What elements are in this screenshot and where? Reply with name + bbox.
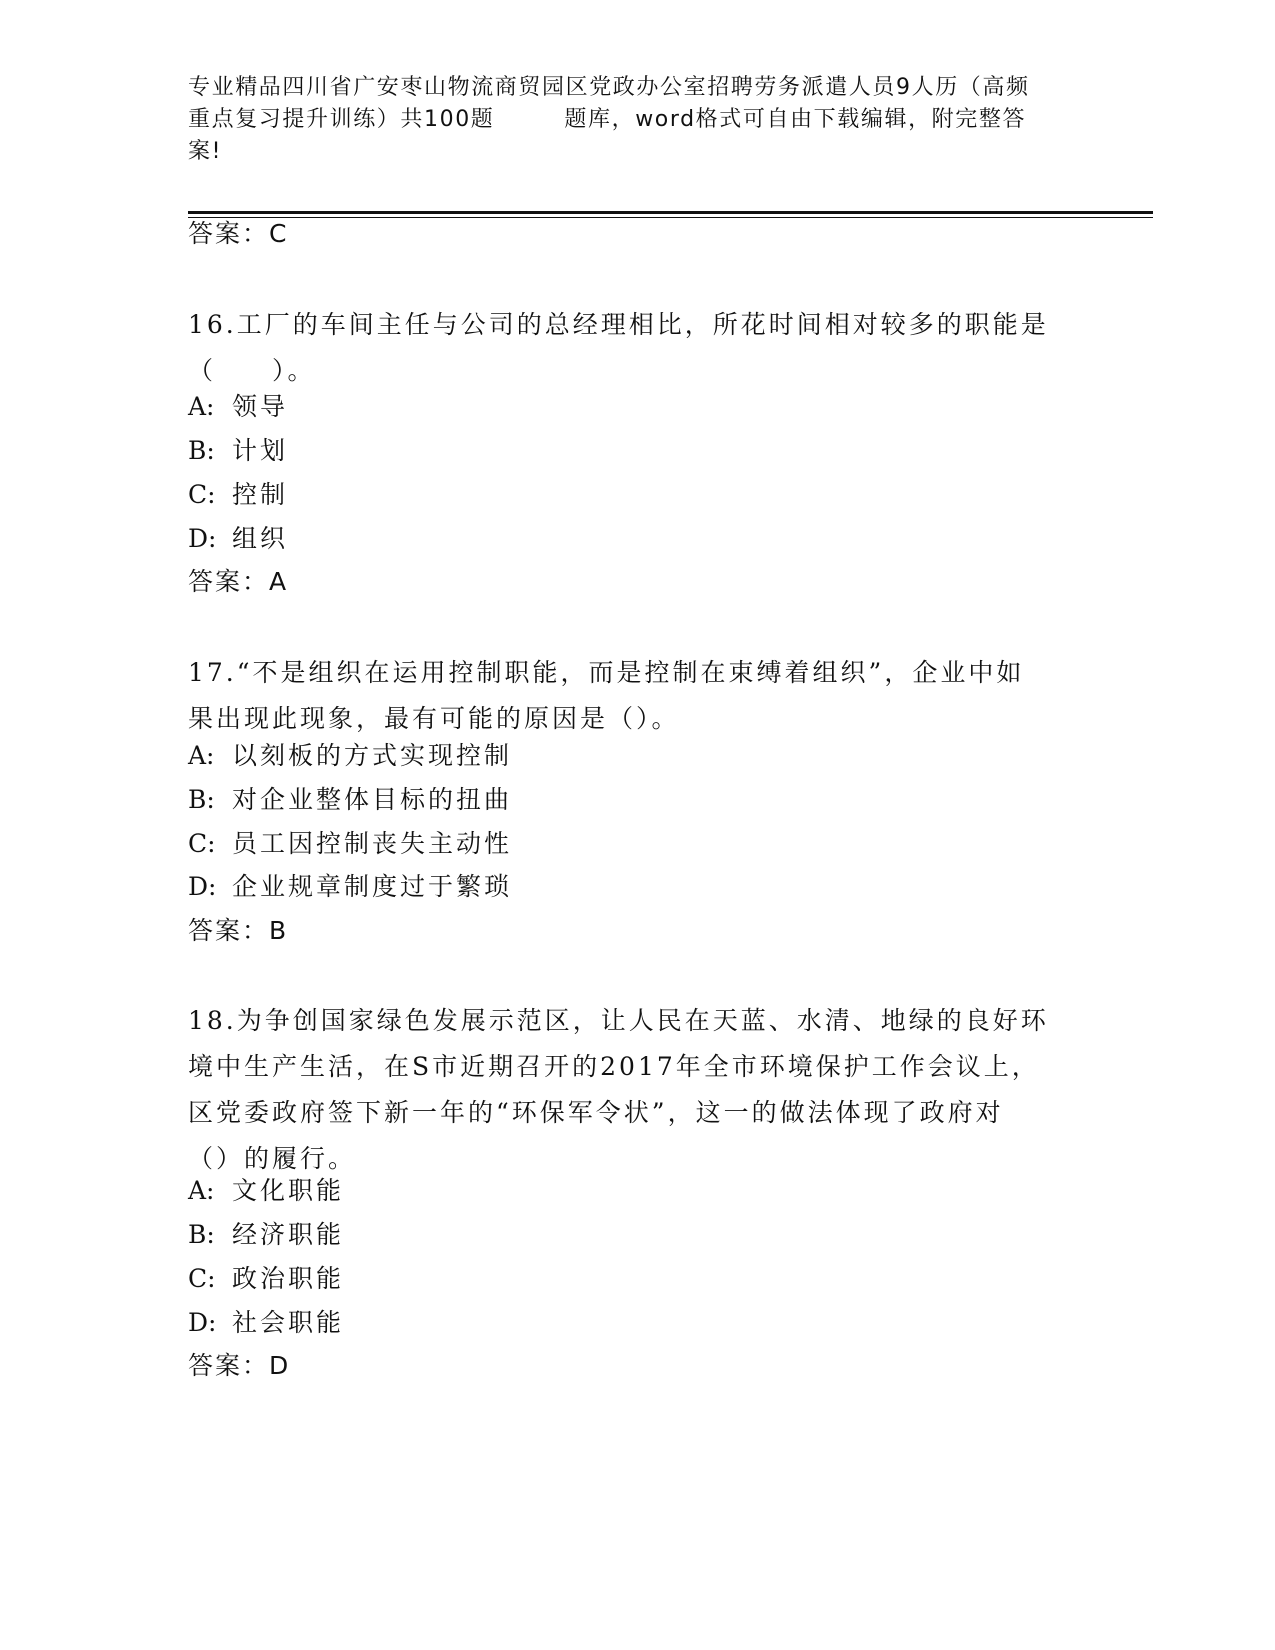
- option-key: D:: [188, 524, 217, 553]
- question-18-stem-line-3: 区党委政府签下新一年的“环保军令状”，这一的做法体现了政府对: [188, 1098, 1004, 1127]
- option-text: 以刻板的方式实现控制: [232, 741, 513, 770]
- option-key: A:: [188, 741, 215, 770]
- question-18-option-c: [188, 1263, 344, 1295]
- question-18-stem: [188, 998, 1088, 1182]
- question-18-option-d: [188, 1307, 344, 1339]
- question-16-option-c: [188, 479, 288, 511]
- question-17-option-a: [188, 740, 512, 772]
- option-text: 经济职能: [232, 1220, 345, 1249]
- option-key: B:: [188, 1220, 215, 1249]
- header-divider-thin: [188, 217, 1153, 218]
- option-text: 政治职能: [232, 1264, 345, 1293]
- document-header: [188, 72, 1088, 168]
- question-16-stem-line-1: 16.工厂的车间主任与公司的总经理相比，所花时间相对较多的职能是: [188, 310, 1049, 339]
- question-16-option-b: [188, 435, 288, 467]
- option-key: D:: [188, 872, 217, 901]
- question-18-answer: 答案：D: [188, 1351, 291, 1380]
- option-text: 计划: [232, 436, 289, 465]
- question-17-option-b: [188, 784, 512, 816]
- question-17-stem: [188, 650, 1088, 742]
- option-key: D:: [188, 1308, 217, 1337]
- option-key: A:: [188, 392, 215, 421]
- option-text: 组织: [232, 524, 289, 553]
- question-16-stem: [188, 302, 1088, 394]
- question-18-stem-line-1: 18.为争创国家绿色发展示范区，让人民在天蓝、水清、地绿的良好环: [188, 1006, 1049, 1035]
- question-17-stem-line-1: 17.“不是组织在运用控制职能，而是控制在束缚着组织”，企业中如: [188, 658, 1025, 687]
- option-text: 员工因控制丧失主动性: [232, 829, 513, 858]
- option-key: C:: [188, 480, 216, 509]
- option-key: B:: [188, 785, 215, 814]
- question-16-answer: 答案：A: [188, 567, 289, 596]
- question-17-answer: 答案：B: [188, 916, 289, 945]
- question-16-option-a: [188, 391, 288, 423]
- option-text: 对企业整体目标的扭曲: [232, 785, 513, 814]
- option-text: 领导: [232, 392, 289, 421]
- header-divider-thick: [188, 211, 1153, 214]
- option-text: 社会职能: [232, 1308, 345, 1337]
- header-line-1: 专业精品四川省广安枣山物流商贸园区党政办公室招聘劳务派遣人员9人历（高频: [188, 75, 1030, 100]
- question-18-option-b: [188, 1219, 344, 1251]
- header-line-2-part-b: 题库，word格式可自由下载编辑，附完整答: [564, 107, 1027, 132]
- header-line-2: [188, 104, 1088, 136]
- question-17-option-c: [188, 828, 512, 860]
- option-key: A:: [188, 1176, 215, 1205]
- question-17-option-d: [188, 871, 512, 903]
- option-text: 控制: [232, 480, 289, 509]
- option-text: 企业规章制度过于繁琐: [232, 872, 513, 901]
- question-16-option-d: [188, 523, 288, 555]
- question-16-stem-line-2: （ ）。: [188, 356, 316, 385]
- question-18-stem-line-2: 境中生产生活，在S市近期召开的2017年全市环境保护工作会议上，: [188, 1052, 1040, 1081]
- header-line-3: 案!: [188, 139, 223, 164]
- option-key: C:: [188, 829, 216, 858]
- option-text: 文化职能: [232, 1176, 345, 1205]
- option-key: B:: [188, 436, 215, 465]
- question-18-stem-line-4: （）的履行。: [188, 1144, 357, 1173]
- question-17-stem-line-2: 果出现此现象，最有可能的原因是（）。: [188, 704, 680, 733]
- question-18-option-a: [188, 1175, 344, 1207]
- previous-answer: 答案：C: [188, 219, 289, 248]
- option-key: C:: [188, 1264, 216, 1293]
- header-line-2-part-a: 重点复习提升训练）共100题: [188, 107, 495, 132]
